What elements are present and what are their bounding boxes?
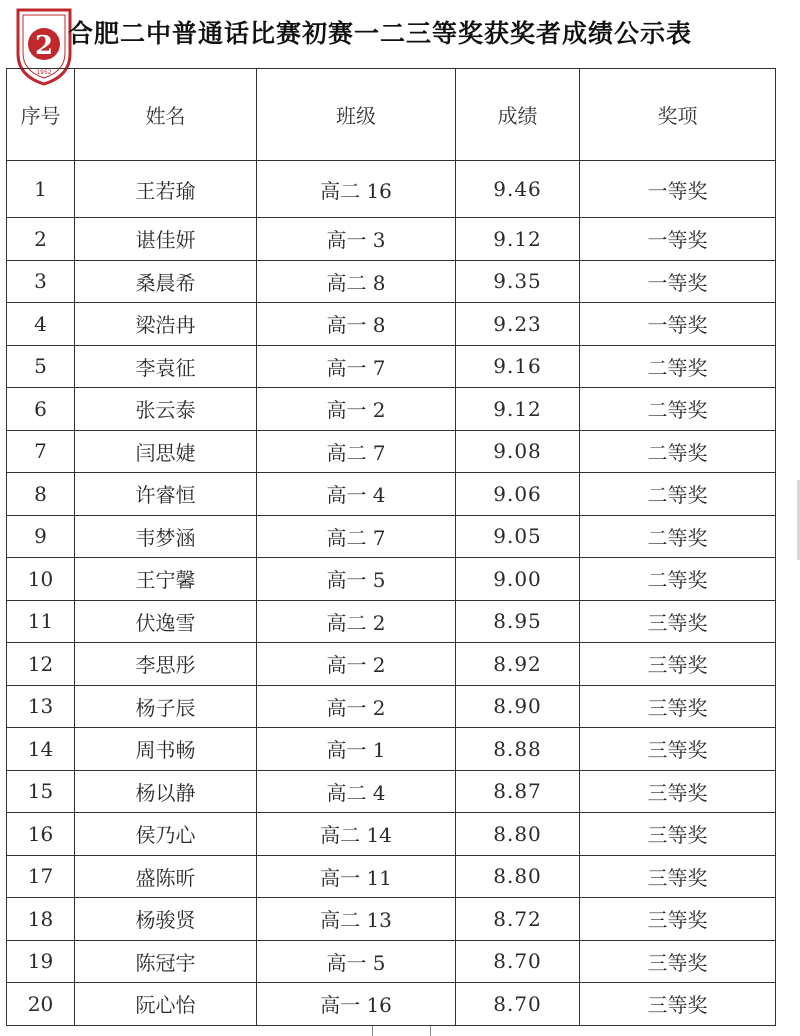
score-cell: 9.46 (456, 161, 580, 218)
award-cell: 二等奖 (580, 558, 776, 601)
header-award: 奖项 (580, 69, 776, 161)
score-cell: 9.08 (456, 430, 580, 473)
score-cell: 8.90 (456, 685, 580, 728)
score-cell: 9.12 (456, 218, 580, 261)
score-cell: 8.70 (456, 983, 580, 1026)
award-cell: 三等奖 (580, 770, 776, 813)
class-cell: 高一 5 (257, 940, 456, 983)
name-cell: 杨以静 (75, 770, 257, 813)
table-row (7, 260, 776, 303)
table-row (7, 940, 776, 983)
table-row (7, 770, 776, 813)
header-class: 班级 (257, 69, 456, 161)
score-cell: 8.80 (456, 855, 580, 898)
table-row (7, 898, 776, 941)
award-cell: 三等奖 (580, 600, 776, 643)
bottom-tick-mark (430, 1026, 431, 1036)
name-cell: 张云泰 (75, 388, 257, 431)
class-cell: 高二 14 (257, 813, 456, 856)
row-number-cell: 12 (7, 643, 75, 686)
results-table (6, 68, 776, 1026)
score-cell: 8.95 (456, 600, 580, 643)
score-cell: 9.00 (456, 558, 580, 601)
award-cell: 三等奖 (580, 813, 776, 856)
row-number-cell: 16 (7, 813, 75, 856)
name-cell: 谌佳妍 (75, 218, 257, 261)
award-cell: 一等奖 (580, 303, 776, 346)
score-cell: 8.88 (456, 728, 580, 771)
award-cell: 三等奖 (580, 728, 776, 771)
row-number-cell: 9 (7, 515, 75, 558)
table-row (7, 600, 776, 643)
award-cell: 一等奖 (580, 218, 776, 261)
name-cell: 李思彤 (75, 643, 257, 686)
table-row (7, 345, 776, 388)
name-cell: 闫思婕 (75, 430, 257, 473)
table-header-row (7, 69, 776, 161)
row-number-cell: 18 (7, 898, 75, 941)
logo-emblem-text: 2 (34, 31, 54, 61)
logo-year: 1952 (36, 69, 52, 76)
name-cell: 梁浩冉 (75, 303, 257, 346)
name-cell: 杨子辰 (75, 685, 257, 728)
table-row (7, 813, 776, 856)
score-cell: 8.92 (456, 643, 580, 686)
table-row (7, 685, 776, 728)
award-cell: 二等奖 (580, 515, 776, 558)
row-number-cell: 6 (7, 388, 75, 431)
row-number-cell: 8 (7, 473, 75, 516)
class-cell: 高一 2 (257, 388, 456, 431)
class-cell: 高一 7 (257, 345, 456, 388)
table-row (7, 161, 776, 218)
header-no: 序号 (7, 69, 75, 161)
award-cell: 二等奖 (580, 345, 776, 388)
table-row (7, 303, 776, 346)
class-cell: 高一 3 (257, 218, 456, 261)
row-number-cell: 3 (7, 260, 75, 303)
score-cell: 8.70 (456, 940, 580, 983)
class-cell: 高一 16 (257, 983, 456, 1026)
header-name: 姓名 (75, 69, 257, 161)
table-row (7, 388, 776, 431)
score-cell: 9.06 (456, 473, 580, 516)
name-cell: 杨骏贤 (75, 898, 257, 941)
name-cell: 韦梦涵 (75, 515, 257, 558)
class-cell: 高二 4 (257, 770, 456, 813)
name-cell: 侯乃心 (75, 813, 257, 856)
class-cell: 高二 13 (257, 898, 456, 941)
row-number-cell: 7 (7, 430, 75, 473)
score-cell: 9.12 (456, 388, 580, 431)
class-cell: 高一 2 (257, 643, 456, 686)
table-row (7, 515, 776, 558)
award-cell: 一等奖 (580, 161, 776, 218)
table-row (7, 855, 776, 898)
table-row (7, 430, 776, 473)
table-body (7, 161, 776, 1026)
name-cell: 桑晨希 (75, 260, 257, 303)
award-cell: 三等奖 (580, 983, 776, 1026)
score-cell: 9.35 (456, 260, 580, 303)
class-cell: 高一 4 (257, 473, 456, 516)
table-row (7, 473, 776, 516)
row-number-cell: 5 (7, 345, 75, 388)
award-cell: 三等奖 (580, 855, 776, 898)
score-cell: 8.80 (456, 813, 580, 856)
name-cell: 陈冠宇 (75, 940, 257, 983)
header-score: 成绩 (456, 69, 580, 161)
award-cell: 三等奖 (580, 643, 776, 686)
award-cell: 二等奖 (580, 430, 776, 473)
table-row (7, 643, 776, 686)
score-cell: 9.05 (456, 515, 580, 558)
award-cell: 二等奖 (580, 388, 776, 431)
class-cell: 高二 2 (257, 600, 456, 643)
name-cell: 周书畅 (75, 728, 257, 771)
row-number-cell: 15 (7, 770, 75, 813)
class-cell: 高二 7 (257, 515, 456, 558)
row-number-cell: 11 (7, 600, 75, 643)
row-number-cell: 20 (7, 983, 75, 1026)
class-cell: 高一 1 (257, 728, 456, 771)
score-cell: 8.72 (456, 898, 580, 941)
row-number-cell: 19 (7, 940, 75, 983)
name-cell: 阮心怡 (75, 983, 257, 1026)
name-cell: 许睿恒 (75, 473, 257, 516)
row-number-cell: 10 (7, 558, 75, 601)
score-cell: 9.23 (456, 303, 580, 346)
class-cell: 高一 8 (257, 303, 456, 346)
row-number-cell: 17 (7, 855, 75, 898)
table-row (7, 218, 776, 261)
row-number-cell: 2 (7, 218, 75, 261)
class-cell: 高二 8 (257, 260, 456, 303)
row-number-cell: 1 (7, 161, 75, 218)
title-bar (0, 0, 800, 76)
score-cell: 8.87 (456, 770, 580, 813)
page-title: 合肥二中普通话比赛初赛一二三等奖获奖者成绩公示表 (68, 19, 693, 48)
class-cell: 高一 5 (257, 558, 456, 601)
class-cell: 高一 2 (257, 685, 456, 728)
award-cell: 三等奖 (580, 898, 776, 941)
row-number-cell: 4 (7, 303, 75, 346)
award-cell: 三等奖 (580, 685, 776, 728)
class-cell: 高二 16 (257, 161, 456, 218)
class-cell: 高一 11 (257, 855, 456, 898)
award-cell: 三等奖 (580, 940, 776, 983)
award-cell: 一等奖 (580, 260, 776, 303)
table-row (7, 983, 776, 1026)
score-cell: 9.16 (456, 345, 580, 388)
table-row (7, 558, 776, 601)
row-number-cell: 14 (7, 728, 75, 771)
bottom-tick-mark (372, 1026, 373, 1036)
name-cell: 王若瑜 (75, 161, 257, 218)
table-row (7, 728, 776, 771)
award-cell: 二等奖 (580, 473, 776, 516)
row-number-cell: 13 (7, 685, 75, 728)
class-cell: 高二 7 (257, 430, 456, 473)
name-cell: 盛陈昕 (75, 855, 257, 898)
name-cell: 伏逸雪 (75, 600, 257, 643)
name-cell: 王宁馨 (75, 558, 257, 601)
name-cell: 李袁征 (75, 345, 257, 388)
